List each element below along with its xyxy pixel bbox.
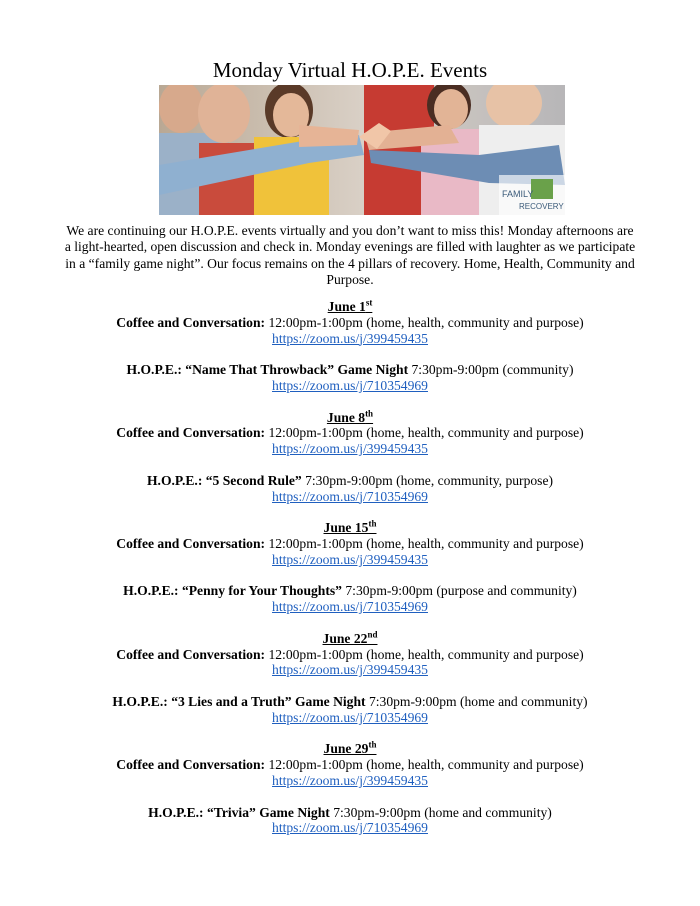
coffee-details: 12:00pm-1:00pm (home, health, community and purpose) [265, 314, 584, 330]
coffee-label: Coffee and Conversation: [116, 646, 266, 662]
zoom-link-hope[interactable]: https://zoom.us/j/710354969 [272, 488, 428, 504]
hope-label: H.O.P.E.: “5 Second Rule” [146, 472, 302, 488]
hope-line [0, 805, 700, 821]
event-day [0, 410, 700, 521]
event-day [0, 520, 700, 631]
zoom-link-coffee[interactable]: https://zoom.us/j/399459435 [272, 441, 428, 457]
zoom-link-coffee[interactable]: https://zoom.us/j/399459435 [272, 772, 428, 788]
event-date: June 15th [323, 518, 377, 536]
zoom-link-hope[interactable]: https://zoom.us/j/710354969 [272, 709, 428, 725]
coffee-line [0, 536, 700, 552]
coffee-details: 12:00pm-1:00pm (home, health, community and purpose) [265, 646, 584, 662]
zoom-link-hope[interactable]: https://zoom.us/j/710354969 [272, 377, 428, 393]
coffee-line [0, 315, 700, 331]
hope-line [0, 694, 700, 710]
intro-paragraph: We are continuing our H.O.P.E. events virtually and you don’t want to miss this! Monday afternoons are a light-hearted, open discussion and check in. Monday evenings are filled with laughter as we participate in a “family game night”. Our focus remains on the 4 pillars of recovery. Home, Health, Community and Purpose. [64, 223, 636, 288]
zoom-link-coffee[interactable]: https://zoom.us/j/399459435 [272, 662, 428, 678]
event-date: June 22nd [322, 629, 378, 646]
hope-details: 7:30pm-9:00pm (purpose and community) [341, 583, 577, 599]
coffee-line [0, 757, 700, 773]
zoom-link-hope[interactable]: https://zoom.us/j/710354969 [272, 820, 428, 836]
coffee-label: Coffee and Conversation: [116, 535, 266, 551]
hope-details: 7:30pm-9:00pm (home and community) [329, 804, 552, 820]
event-day [0, 631, 700, 742]
event-day [0, 299, 700, 410]
hope-details: 7:30pm-9:00pm (home, community, purpose) [301, 472, 554, 488]
hope-details: 7:30pm-9:00pm (community) [408, 362, 574, 378]
zoom-link-hope[interactable]: https://zoom.us/j/710354969 [272, 599, 428, 615]
hope-details: 7:30pm-9:00pm (home and community) [365, 693, 588, 709]
zoom-link-coffee[interactable]: https://zoom.us/j/399459435 [272, 330, 428, 346]
events-list [0, 299, 700, 836]
event-date: June 8th [326, 408, 374, 425]
hands-together-photo [159, 85, 565, 215]
hope-label: H.O.P.E.: “3 Lies and a Truth” Game Night [112, 693, 366, 709]
coffee-details: 12:00pm-1:00pm (home, health, community and purpose) [265, 757, 584, 773]
event-date: June 29th [323, 739, 377, 757]
hope-line [0, 583, 700, 599]
hope-label: H.O.P.E.: “Name That Throwback” Game Night [126, 362, 409, 378]
event-date: June 1st [327, 297, 373, 314]
hope-label: H.O.P.E.: “Penny for Your Thoughts” [123, 583, 342, 599]
hope-label: H.O.P.E.: “Trivia” Game Night [148, 804, 330, 820]
coffee-line [0, 647, 700, 663]
coffee-line [0, 425, 700, 441]
coffee-label: Coffee and Conversation: [116, 425, 266, 441]
zoom-link-coffee[interactable]: https://zoom.us/j/399459435 [272, 551, 428, 567]
event-day [0, 741, 700, 836]
hope-line [0, 473, 700, 489]
hope-line [0, 362, 700, 378]
coffee-label: Coffee and Conversation: [116, 314, 266, 330]
logo-line1: FAMILY [502, 189, 534, 199]
coffee-details: 12:00pm-1:00pm (home, health, community and purpose) [265, 535, 584, 551]
coffee-details: 12:00pm-1:00pm (home, health, community and purpose) [265, 425, 584, 441]
coffee-label: Coffee and Conversation: [116, 757, 266, 773]
page-title: Monday Virtual H.O.P.E. Events [212, 58, 488, 82]
logo-line2: RECOVERY [519, 202, 564, 211]
